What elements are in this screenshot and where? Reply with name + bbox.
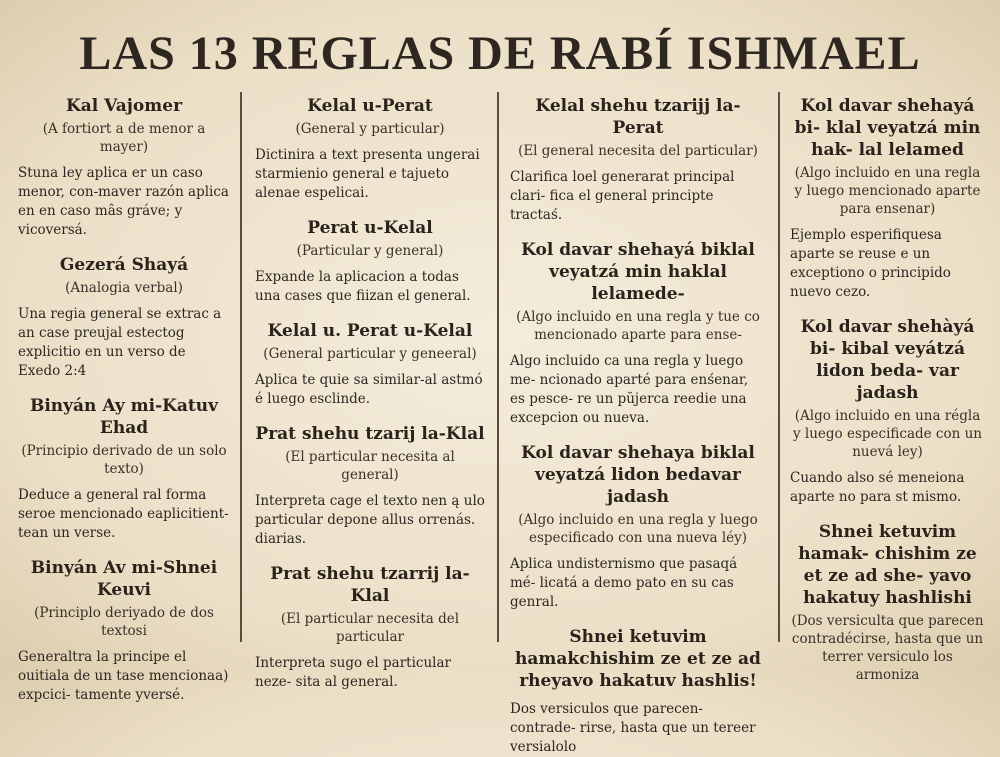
rule-description: Stuna ley aplica er un caso menor, con-maver razón aplica en en caso mâs gráve; y vicoversá. [18,165,229,238]
rule-name: Perat u-Kelal [307,218,433,238]
column-divider [240,92,242,642]
rule-description: Clarifica loel generarat principal clari- fica el general principte tractaś. [510,169,735,223]
column-divider [778,92,780,642]
rule-translation: (El general necesita del particular) [518,143,758,159]
rule-translation: (A fortiort a de menor a mayer) [42,121,206,155]
rule-name: Kelal shehu tzarijj la-Perat [535,96,741,138]
rule-card [18,254,230,381]
column-divider [497,92,499,642]
rule-name: Prat shehu tzarij la-Klal [255,424,485,444]
rule-description: Algo incluido ca una regla y luego me- ncionado aparté para enśenar, es pesce- re un pŭjerca reedie una excepcion ou nueva. [510,353,749,426]
rule-translation: (General particular y geneeral) [263,346,477,362]
rule-translation: (Principlo deriyado de dos textosi [34,605,214,639]
rule-card [255,320,485,409]
rule-card [510,239,766,428]
rule-description: Dictinira a text presenta ungerai starmienio general e tajueto alenae espelicai. [255,147,480,201]
page-title: LAS 13 REGLAS DE RABÍ ISHMAEL [79,27,921,80]
rule-description: Generaltra la principe el ouitiala de un tase mencionaa) expcici- tamente yversé. [18,649,229,703]
rule-card [255,423,485,549]
rule-name: Kol davar shehaya biklal veyatzá lidon bedavar jadash [521,443,755,507]
rule-name: Kol davar shehayá biklal veyatzá min haklal lelamede- [521,240,755,304]
rule-name: Kal Vajomer [65,96,183,116]
rule-description: Interpreta cage el texto nen ą ulo particular depone allus orrenás. diarias. [255,493,485,547]
rule-card [790,316,985,507]
rule-translation: (Particular y general) [296,243,444,259]
rule-description: Ejemplo esperifiquesa aparte se reuse e un exceptiono o principido nuevo cezo. [790,227,951,300]
rule-translation: (Algo incluido en una regla y luego especificado con una nueva léy) [518,512,758,546]
rule-name: Kol davar shehayá bi- klal veyatzá min hak- lal lelamed [794,96,981,160]
rule-card [255,95,485,203]
column-2 [255,95,485,690]
rule-name: Gezerá Shayá [59,255,189,275]
column-1 [18,95,230,703]
rule-card [510,626,766,757]
rule-translation: (Principio derivado de un solo texto) [21,443,227,477]
rule-card [18,395,230,543]
rule-description: Expande la aplicacion a todas una cases que fiizan el general. [255,269,471,304]
rule-description: Dos versiculos que parecen-contrade- rirse, hasta que un tereer versialolo [510,701,756,755]
rule-translation: (Dos versiculta que parecen contradécirse, hasta que un terrer versiculo los armoniza [791,613,984,683]
column-4 [790,95,985,683]
rule-translation: (Algo incluido en una regla y luego mencionado aparte para ensenar) [794,165,981,217]
rule-name: Binyán Av mi-Shnei Keuvi [30,558,218,600]
rule-card [18,557,230,705]
rule-card [790,521,985,684]
rule-description: Aplica undisternismo que pasaqá mé- licatá a demo pato en su cas genral. [510,556,738,610]
rule-translation: (El particular necesita al general) [285,449,455,483]
rule-name: Kol davar shehàyá bi- kibal veyátzá lidon beda- var jadash [800,317,975,403]
rule-card [18,95,230,240]
rule-description: Cuando also sé meneiona aparte no para st mismo. [790,470,965,505]
rule-name: Prat shehu tzarrij la-Klal [270,564,470,606]
rule-name: Binyán Ay mi-Katuv Ehad [29,396,219,438]
rule-card [255,563,485,692]
rule-card [510,95,766,225]
rule-translation: (Algo incluido en una regla y tue co mencionado aparte para ense- [516,309,760,343]
rule-card [790,95,985,302]
rule-translation: (Algo incluido en una régla y luego especificade con un nuevá ley) [792,408,982,460]
rule-translation: (El particular necesita del particular [280,611,460,645]
rule-description: Deduce a general ral forma seroe mencionado eaplicitient- tean un verse. [18,487,229,541]
rule-name: Kelal u. Perat u-Kelal [267,321,473,341]
rule-card [255,217,485,306]
rule-description: Interpreta sugo el particular neze- sita al general. [255,655,451,690]
rule-translation: (Analogia verbal) [65,280,183,296]
rule-name: Kelal u-Perat [307,96,433,116]
rule-name: Shnei ketuvim hamakchishim ze et ze ad rheyavo hakatuv hashlis! [515,627,761,691]
rule-description: Una regia general se extrac a an case preujal estectog explicitio en un verso de Exedo 2:4 [18,306,222,379]
rule-description: Aplica te quie sa similar-al astmó é luego esclinde. [255,372,483,407]
rule-name: Shnei ketuvim hamak- chishim ze et ze ad she- yavo hakatuy hashlishi [798,522,977,608]
rule-translation: (General y particular) [295,121,445,137]
column-3 [510,95,766,755]
rule-card [510,442,766,612]
